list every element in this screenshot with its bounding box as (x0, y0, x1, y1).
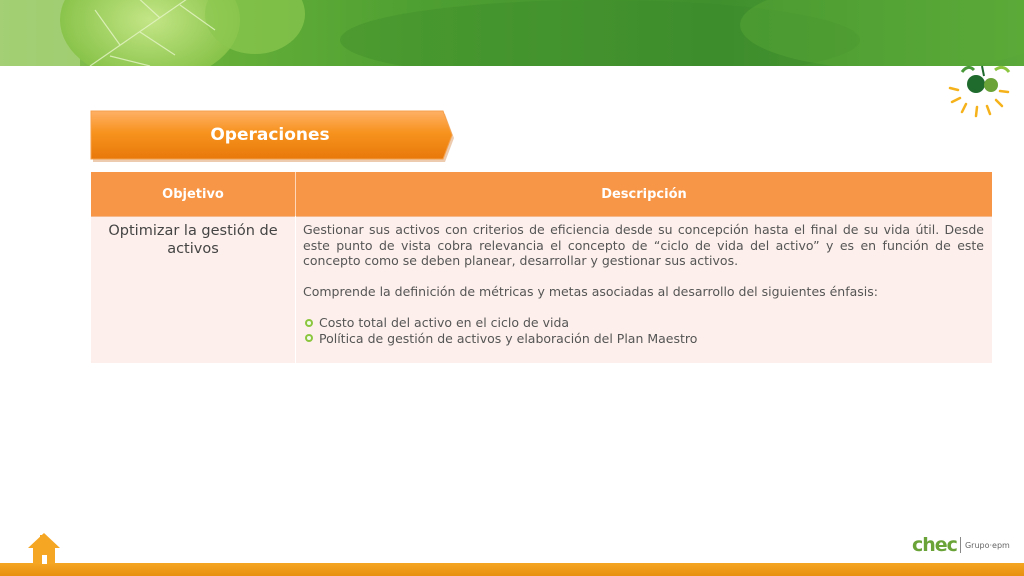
home-icon[interactable] (27, 531, 61, 565)
bullet-icon (305, 334, 313, 342)
brand-group: Grupo·epm (964, 540, 1010, 550)
column-divider (295, 216, 296, 363)
footer-bar (0, 563, 1024, 576)
list-item-text: Política de gestión de activos y elaboración del Plan Maestro (319, 330, 698, 346)
brand-name: chec (912, 534, 957, 556)
table-header (91, 172, 992, 217)
description-paragraph: Comprende la definición de métricas y metas asociadas al desarrollo del siguientes énfasis: (303, 284, 878, 299)
description-paragraph: Gestionar sus activos con criterios de eficiencia desde su concepción hasta el final de su vida útil. Desde este punto de vista cobra relevancia el concepto de “ciclo de vida del activo” y es en función de este concepto como se deben planear, desarrollar y gestionar sus activos. (303, 222, 984, 268)
leaf-banner-image (0, 0, 1024, 66)
column-header-objetivo: Objetivo (162, 186, 224, 202)
list-item-text: Costo total del activo en el ciclo de vida (319, 315, 570, 330)
bullet-icon (305, 319, 313, 327)
brand-logo (912, 534, 1010, 556)
description-cell (303, 222, 984, 346)
list-item (303, 331, 984, 347)
objectives-table (91, 172, 992, 363)
section-title: Operaciones (210, 125, 330, 145)
column-header-descripcion: Descripción (601, 186, 687, 202)
brand-divider (960, 537, 961, 553)
header-divider (295, 172, 296, 216)
objective-cell: Optimizar la gestión de activos (108, 223, 278, 257)
sun-logo-icon (940, 60, 1020, 122)
list-item (303, 315, 984, 331)
header-banner (0, 0, 1024, 66)
